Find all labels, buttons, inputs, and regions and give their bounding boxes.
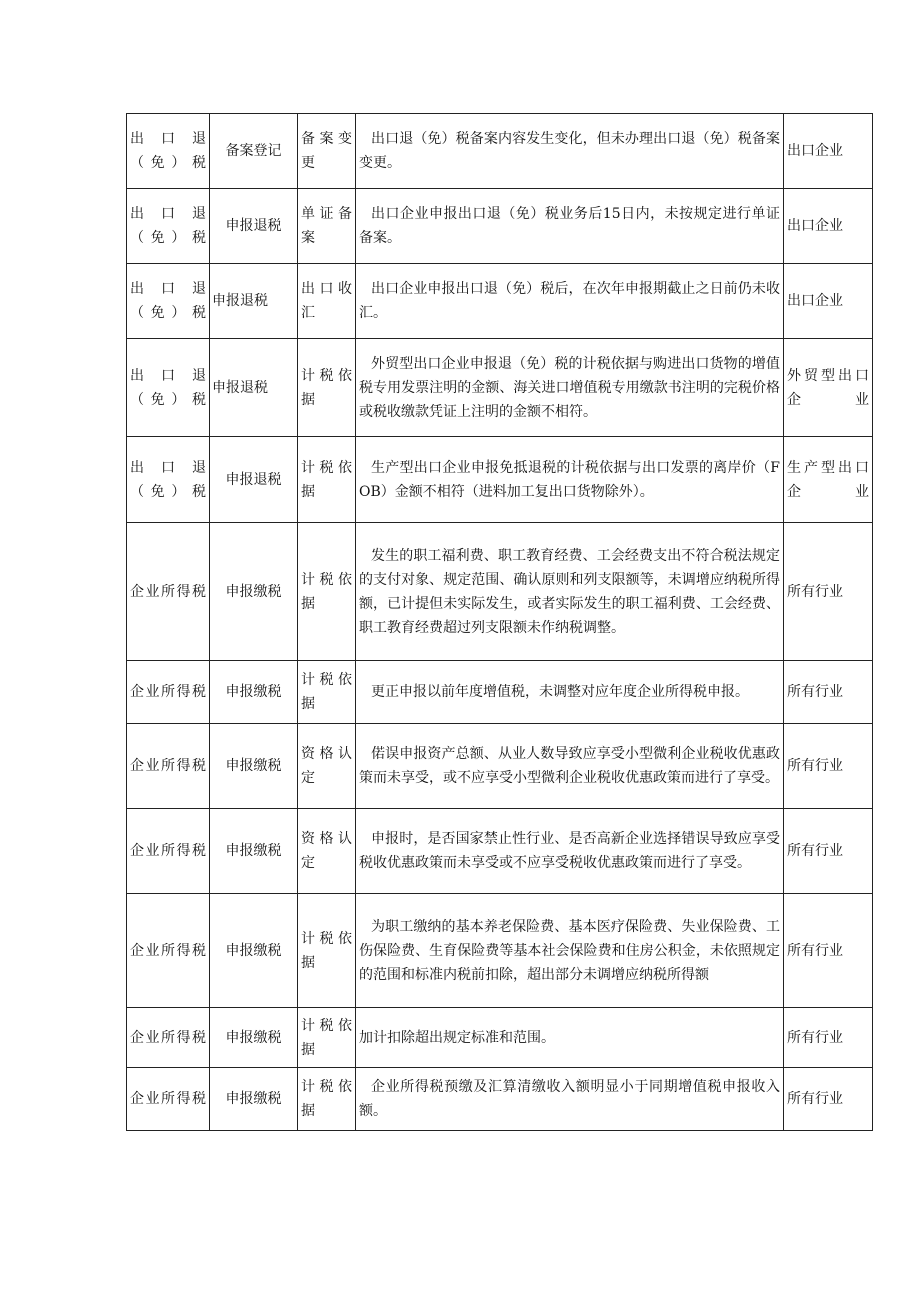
process-cell: 申报退税 (210, 339, 298, 437)
risk-item-cell: 计税依据 (298, 1068, 356, 1131)
table-row (127, 1008, 873, 1068)
description-cell: 外贸型出口企业申报退（免）税的计税依据与购进出口货物的增值税专用发票注明的金额、海关进口增值税专用缴款书注明的完税价格或税收缴款凭证上注明的金额不相符。 (356, 339, 784, 437)
description-cell: 更正申报以前年度增值税，未调整对应年度企业所得税申报。 (356, 661, 784, 724)
scope-cell: 所有行业 (784, 661, 873, 724)
risk-item-cell: 计税依据 (298, 894, 356, 1008)
scope-cell: 所有行业 (784, 523, 873, 661)
description-cell: 为职工缴纳的基本养老保险费、基本医疗保险费、失业保险费、工伤保险费、生育保险费等基本社会保险费和住房公积金，未依照规定的范围和标准内税前扣除，超出部分未调增应纳税所得额 (356, 894, 784, 1008)
description-cell: 生产型出口企业申报免抵退税的计税依据与出口发票的离岸价（FOB）金额不相符（进料加工复出口货物除外）。 (356, 437, 784, 523)
table-row (127, 437, 873, 523)
process-cell: 申报退税 (210, 437, 298, 523)
process-cell: 申报缴税 (210, 523, 298, 661)
scope-cell: 出口企业 (784, 189, 873, 264)
tax-type-cell: 企业所得税 (127, 523, 210, 661)
risk-item-cell: 计税依据 (298, 523, 356, 661)
tax-type-cell: 企业所得税 (127, 724, 210, 809)
tax-type-cell: 出口退（免）税 (127, 437, 210, 523)
scope-cell: 生产型出口企业 (784, 437, 873, 523)
tax-type-cell: 出口退（免）税 (127, 264, 210, 339)
description-cell: 出口退（免）税备案内容发生变化，但未办理出口退（免）税备案变更。 (356, 114, 784, 189)
table-row (127, 1068, 873, 1131)
process-cell: 申报缴税 (210, 1008, 298, 1068)
tax-type-cell: 企业所得税 (127, 661, 210, 724)
description-cell: 出口企业申报出口退（免）税后，在次年申报期截止之日前仍未收汇。 (356, 264, 784, 339)
process-cell: 申报缴税 (210, 1068, 298, 1131)
scope-cell: 所有行业 (784, 1068, 873, 1131)
risk-item-cell: 计税依据 (298, 437, 356, 523)
table-row (127, 523, 873, 661)
tax-type-cell: 企业所得税 (127, 1068, 210, 1131)
scope-cell: 所有行业 (784, 1008, 873, 1068)
risk-item-cell: 计税依据 (298, 339, 356, 437)
description-cell: 申报时，是否国家禁止性行业、是否高新企业选择错误导致应享受税收优惠政策而未享受或不应享受税收优惠政策而进行了享受。 (356, 809, 784, 894)
table-row (127, 809, 873, 894)
table-row (127, 264, 873, 339)
scope-cell: 所有行业 (784, 809, 873, 894)
risk-item-cell: 出口收汇 (298, 264, 356, 339)
table-row (127, 114, 873, 189)
process-cell: 申报退税 (210, 264, 298, 339)
risk-item-cell: 计税依据 (298, 1008, 356, 1068)
description-cell: 出口企业申报出口退（免）税业务后15日内，未按规定进行单证备案。 (356, 189, 784, 264)
scope-cell: 出口企业 (784, 264, 873, 339)
tax-type-cell: 出口退（免）税 (127, 189, 210, 264)
table-row (127, 661, 873, 724)
scope-cell: 出口企业 (784, 114, 873, 189)
risk-item-cell: 计税依据 (298, 661, 356, 724)
table-row (127, 339, 873, 437)
risk-item-cell: 备案变更 (298, 114, 356, 189)
tax-type-cell: 企业所得税 (127, 894, 210, 1008)
risk-item-cell: 资格认定 (298, 724, 356, 809)
scope-cell: 所有行业 (784, 894, 873, 1008)
risk-items-table (126, 113, 873, 1131)
description-cell: 加计扣除超出规定标准和范围。 (356, 1008, 784, 1068)
tax-type-cell: 企业所得税 (127, 809, 210, 894)
process-cell: 申报缴税 (210, 661, 298, 724)
description-cell: 偌误申报资产总额、从业人数导致应享受小型微利企业税收优惠政策而未享受，或不应享受小型微利企业税收优惠政策而进行了享受。 (356, 724, 784, 809)
tax-type-cell: 出口退（免）税 (127, 114, 210, 189)
risk-item-cell: 资格认定 (298, 809, 356, 894)
table-row (127, 894, 873, 1008)
process-cell: 申报退税 (210, 189, 298, 264)
process-cell: 申报缴税 (210, 724, 298, 809)
tax-type-cell: 出口退（免）税 (127, 339, 210, 437)
process-cell: 申报缴税 (210, 809, 298, 894)
tax-type-cell: 企业所得税 (127, 1008, 210, 1068)
table-row (127, 724, 873, 809)
process-cell: 备案登记 (210, 114, 298, 189)
process-cell: 申报缴税 (210, 894, 298, 1008)
description-cell: 发生的职工福利费、职工教育经费、工会经费支出不符合税法规定的支付对象、规定范围、确认原则和列支限额等，未调增应纳税所得额，已计提但未实际发生，或者实际发生的职工福利费、工会经费、职工教育经费超过列支限额未作纳税调整。 (356, 523, 784, 661)
description-cell: 企业所得税预缴及汇算清缴收入额明显小于同期增值税申报收入额。 (356, 1068, 784, 1131)
risk-item-cell: 单证备案 (298, 189, 356, 264)
scope-cell: 所有行业 (784, 724, 873, 809)
table-row (127, 189, 873, 264)
scope-cell: 外贸型出口企业 (784, 339, 873, 437)
